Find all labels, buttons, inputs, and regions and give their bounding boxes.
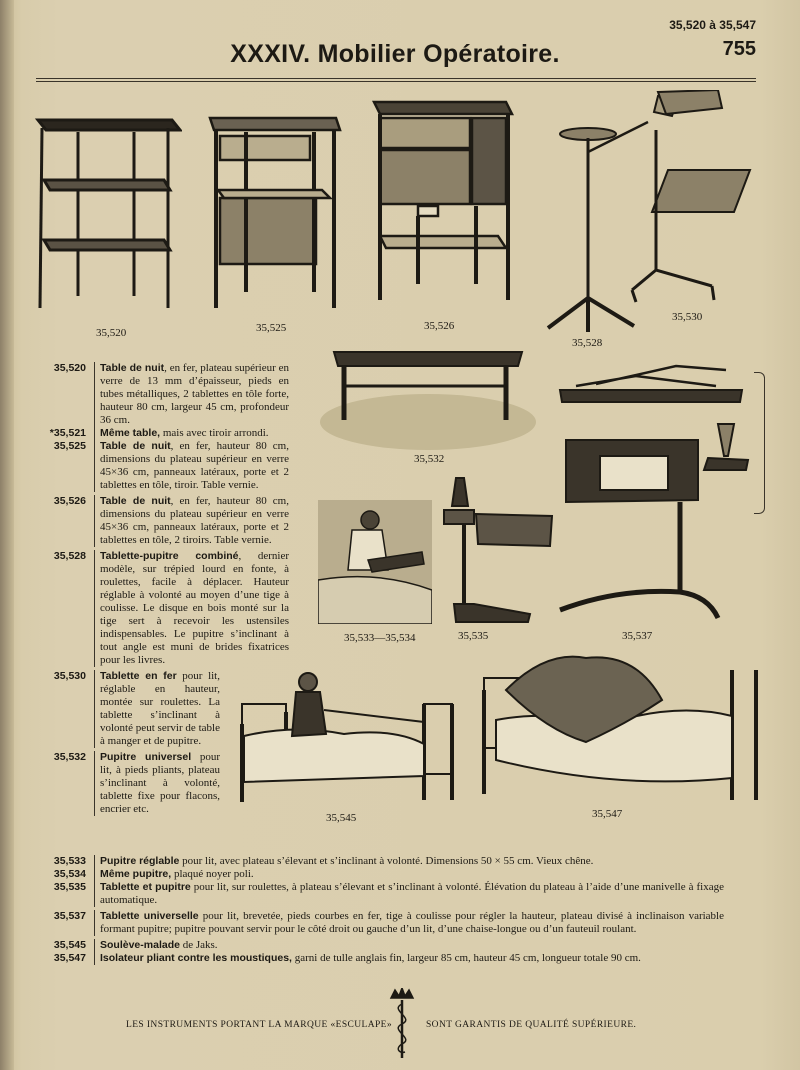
entry-35533: 35,533 Pupitre réglable pour lit, avec plateau s’élevant et s’inclinant à volonté. Dimensions 50 × 55 cm. Vieux chêne.	[53, 855, 594, 867]
header-rule	[36, 78, 756, 82]
entry-35535: 35,535 Tablette et pupitre pour lit, sur roulettes, à plateau s’élevant et s’inclinant à volonté. Élévation du plateau à l’aide d’une manivelle à fixage automatique.	[53, 881, 724, 906]
entry-35545: 35,545 Soulève-malade de Jaks.	[53, 939, 218, 951]
illustration-isolateur-35547	[466, 650, 762, 806]
entry-35532: 35,532 Pupitre universel pour lit, à pieds pliants, plateau s’inclinant à volonté, tablette fixe pour flacons, encrier etc.	[53, 751, 220, 815]
entry-35521: *35,521 Même table, mais avec tiroir arrondi.	[49, 427, 269, 439]
caption-35537: 35,537	[622, 630, 653, 642]
wide-entries	[34, 855, 724, 965]
bracket	[754, 372, 765, 514]
caption-35526: 35,526	[424, 320, 455, 332]
entry-35547: 35,547 Isolateur pliant contre les moustiques, garni de tulle anglais fin, largeur 85 cm, hauteur 45 cm, longueur totale 90 cm.	[53, 952, 641, 964]
caption-35532: 35,532	[414, 453, 445, 465]
illustration-tablette-fer-35530	[622, 90, 754, 310]
page-binding-edge	[0, 0, 14, 1070]
item-range: 35,520 à 35,547	[669, 18, 756, 32]
entry-35534: 35,534 Même pupitre, plaqué noyer poli.	[53, 868, 254, 880]
caption-35530: 35,530	[672, 311, 703, 323]
illustration-folding-pupitre	[556, 356, 752, 410]
caption-35545: 35,545	[326, 812, 357, 824]
caption-35535: 35,535	[458, 630, 489, 642]
illustration-night-table-35520	[34, 108, 182, 320]
footer-right: SONT GARANTIS DE QUALITÉ SUPÉRIEURE.	[426, 1020, 637, 1030]
entries-column	[34, 362, 289, 816]
entry-35537: 35,537 Tablette universelle pour lit, brevetée, pieds courbes en fer, tige à coulisse pour régler la hauteur, plateau divisé à inclinaison variable formant pupitre; pupitre pouvant servir pour le côté droit ou gauche d’un lit, d’une chaise-longue ou d’un fauteuil roulant.	[53, 910, 724, 935]
caption-35547: 35,547	[592, 808, 623, 820]
entry-35526: 35,526 Table de nuit, en fer, hauteur 80 cm, dimensions du plateau supérieur en verre 45×36 cm, panneaux latéraux, porte et 2 tablettes en tôle, 2 tiroirs. Table vernie.	[53, 495, 289, 546]
entry-35525: 35,525 Table de nuit, en fer, hauteur 80 cm, dimensions du plateau supérieur en verre 45×36 cm, panneaux latéraux, porte et 2 tablettes en tôle, tiroir. Table vernie.	[53, 440, 289, 491]
footer-left: LES INSTRUMENTS PORTANT LA MARQUE «ESCULAPE»	[126, 1020, 393, 1030]
page-title: XXXIV. Mobilier Opératoire.	[230, 40, 560, 68]
caption-35520: 35,520	[96, 327, 127, 339]
esculape-logo-icon	[385, 988, 419, 1060]
illustration-pupitre-universel-35532	[318, 346, 536, 450]
illustration-tablette-pupitre-35535	[442, 476, 556, 630]
illustration-pupitre-reglable-35533	[318, 500, 432, 624]
caption-35525: 35,525	[256, 322, 287, 334]
caption-35528: 35,528	[572, 337, 603, 349]
illustration-tablette-universelle-35537	[558, 420, 754, 624]
caption-35533: 35,533—35,534	[344, 632, 416, 644]
page-number: 755	[722, 38, 756, 60]
entry-35520: 35,520 Table de nuit, en fer, plateau supérieur en verre de 13 mm d’épaisseur, pieds en tubes métalliques, 2 tablettes en tôle forte, hauteur 80 cm, largeur 45 cm, profondeur 36 cm.	[53, 362, 289, 426]
entry-35530: 35,530 Tablette en fer pour lit, réglable en hauteur, montée sur roulettes. La tablette s’inclinant à volonté peut servir de table à manger et de pupitre.	[53, 670, 220, 747]
illustration-night-table-35525	[206, 110, 344, 322]
entry-35528: 35,528 Tablette-pupitre combiné, dernier modèle, sur trépied lourd en fonte, à roulettes, facile à déplacer. Hauteur réglable à volonté au moyen d’une tige à coulisse. Le disque en bois monté sur la tige sert à recevoir les ustensiles indispensables. Le pupitre s’inclinant à tout angle est muni de brides fixatrices pour les livres.	[53, 550, 289, 666]
illustration-night-table-35526	[372, 96, 518, 310]
